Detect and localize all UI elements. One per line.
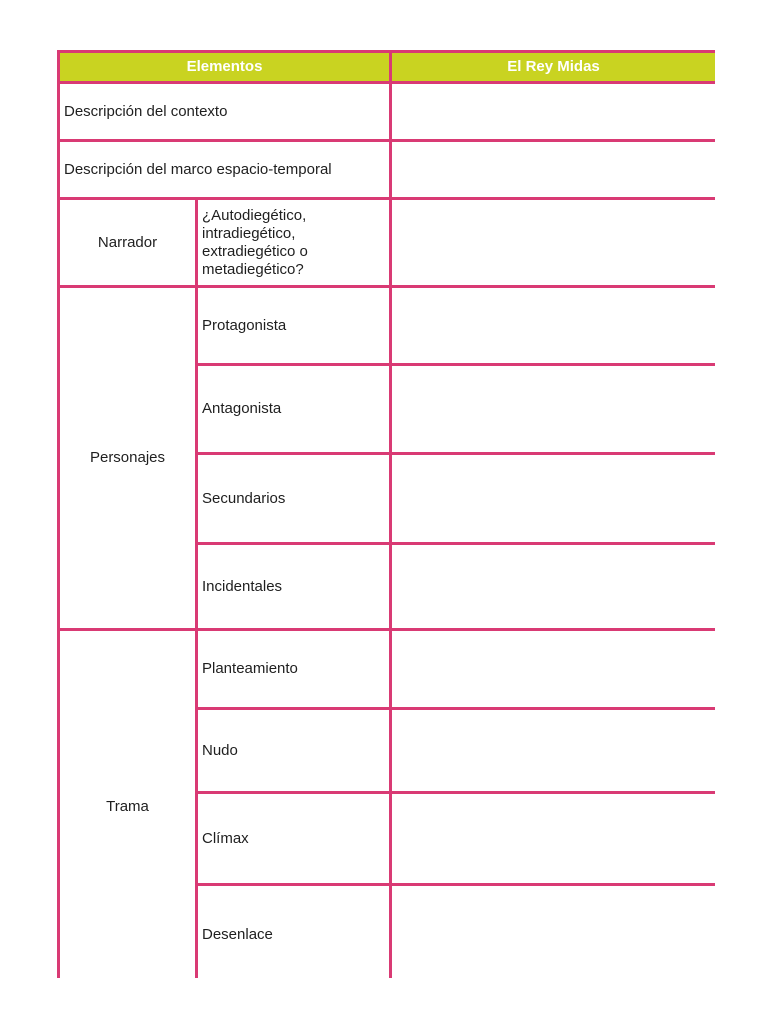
row-planteamiento — [59, 630, 716, 709]
header-el-rey-midas: El Rey Midas — [391, 52, 715, 83]
answer-secundarios[interactable] — [391, 454, 715, 544]
answer-climax[interactable] — [391, 793, 715, 885]
label-personajes: Personajes — [59, 287, 197, 630]
label-climax: Clímax — [197, 793, 391, 885]
answer-desenlace[interactable] — [391, 885, 715, 979]
label-planteamiento: Planteamiento — [197, 630, 391, 709]
label-marco: Descripción del marco espacio-temporal — [59, 141, 391, 199]
answer-incidentales[interactable] — [391, 544, 715, 630]
answer-planteamiento[interactable] — [391, 630, 715, 709]
label-contexto: Descripción del contexto — [59, 83, 391, 141]
header-row — [59, 52, 716, 83]
label-desenlace: Desenlace — [197, 885, 391, 979]
label-incidentales: Incidentales — [197, 544, 391, 630]
row-protagonista — [59, 287, 716, 365]
row-contexto — [59, 83, 716, 141]
answer-contexto[interactable] — [391, 83, 715, 141]
label-trama: Trama — [59, 630, 197, 979]
row-narrador — [59, 199, 716, 287]
answer-protagonista[interactable] — [391, 287, 715, 365]
answer-nudo[interactable] — [391, 709, 715, 793]
literary-analysis-worksheet — [57, 50, 715, 978]
label-secundarios: Secundarios — [197, 454, 391, 544]
label-nudo: Nudo — [197, 709, 391, 793]
analysis-table — [57, 50, 715, 978]
answer-marco[interactable] — [391, 141, 715, 199]
row-marco — [59, 141, 716, 199]
answer-narrador[interactable] — [391, 199, 715, 287]
narrador-question: ¿Autodiegético, intradiegético, extradiegético o metadiegético? — [197, 199, 391, 287]
label-narrador: Narrador — [59, 199, 197, 287]
label-protagonista: Protagonista — [197, 287, 391, 365]
label-antagonista: Antagonista — [197, 365, 391, 454]
answer-antagonista[interactable] — [391, 365, 715, 454]
header-elementos: Elementos — [59, 52, 391, 83]
